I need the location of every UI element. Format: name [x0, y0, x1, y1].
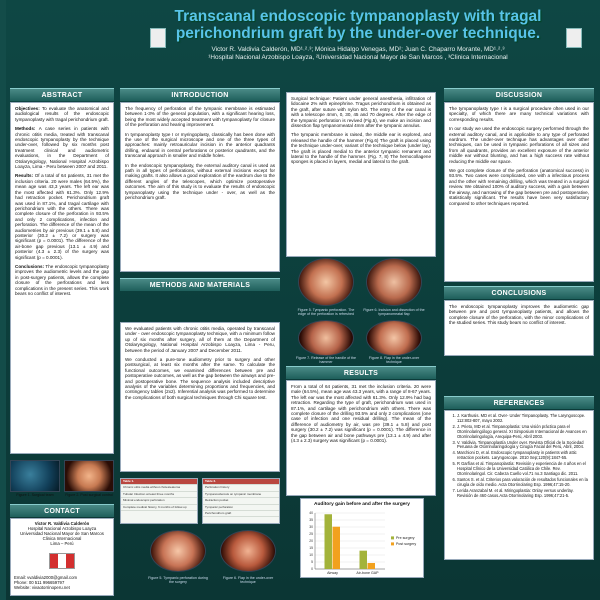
figure-b-caption: Figure 6. Incision and dissection of the tympanomeatal flap — [363, 308, 425, 316]
surgical-team-photo — [10, 460, 60, 492]
poster-authors: Victor R. Valdivia Calderón, MD¹˒²˒³; Mónica Hidalgo Venegas, MD²; Juan C. Chaparro Morante, MD¹˒²˒³ — [211, 46, 505, 53]
references-list — [449, 414, 589, 499]
introduction-box — [120, 102, 280, 272]
figure-5-photo — [298, 258, 354, 306]
chart-legend-swatch — [391, 542, 394, 545]
contact-line-2: Universidad Nacional Mayor de San Marcos — [20, 531, 104, 536]
table-row: Retraction pocket — [203, 498, 279, 504]
figure-d-caption: Figure 8. Flap in the under-over technique — [368, 356, 420, 364]
poster-affiliations: ¹Hospital Nacional Arzobispo Loayza, ²Universidad Nacional Mayor de San Marcos , ³Clinica Internacional — [208, 54, 508, 61]
discussion-paragraph-1: The tympanoplasty type I is a surgical procedure often used in our specialty, of which there are many technical variations with corresponding results. — [449, 106, 589, 122]
chart-x-tick-label: Airway — [327, 571, 338, 575]
abstract-box — [10, 102, 114, 454]
chart-y-tick-label: 5 — [311, 560, 313, 565]
figure-a-caption: Figure 5. Tympanic perforation. The edge of the perforation is refreshed — [297, 308, 355, 316]
abstract-methods: Methods: A case series in patients with chronic otitis media, treated with transcanal endoscopic tympanoplasty by the technique under-over, followed by six months post treatment clinical and audiometric evaluations, in the Department of Otolaryngology, National Hospital Arzobispo Loayza, Lima - Peru between 2007 and 2011. — [15, 126, 109, 170]
chart-y-tick-label: 30 — [309, 525, 313, 530]
methods-box — [120, 322, 280, 472]
post-surgical-control-photo — [64, 460, 114, 492]
conclusions-paragraph-1: The endoscopic tympanoplasty improves the audiometric gap between pre and post tympanoplasty patients, and allows the complete closure of the perforation, with the minor complications of the studied series. This study bears no conflict of interest. — [449, 304, 589, 326]
contact-phone: Phone: 00 511 996659797 — [14, 580, 65, 585]
chart-bar — [325, 514, 333, 569]
auditory-gain-chart — [300, 498, 424, 578]
table-row: Complete medical history, 6 months of follow-up — [121, 505, 197, 511]
contact-website[interactable]: Website: vivaotorrinoperu.net — [14, 585, 70, 590]
chart-y-tick-label: 20 — [309, 539, 313, 544]
contact-line-3: Clinica Internacional — [42, 536, 82, 541]
methods-paragraph-1: We evaluated patients with chronic otitis media, operated by transcanal under - over endoscopic tympanoplasty technique, with a minimum follow up of six months after surgery, all of them at the Department of Otolaryngology, National Hospital Arzobispo Loayza, Lima - Peru, between the period of January 2007 and December 2011. — [125, 326, 275, 353]
table-row: Minimal endoscopic perforation — [121, 498, 197, 504]
discussion-paragraph-3: We got complete closure of the perforation (anatomical success) in 93.5%. Two cases were complicated, one with a infectious process and the other with remaining drilling, which was treated in a surgical review. We obtained 100% of auditory success, with a gain between the airway, and narrowing of the gap between pre and postoperative, statistically significant. The results have been very satisfactory compared to other techniques reported. — [449, 168, 589, 206]
chart-bar — [368, 563, 376, 569]
intro-paragraph-1: The frequency of perforation of the tympanic membrane is estimated between 1-3% of the general population, with a significant hearing loss, being the most widely accepted treatment with tympanoplasty for closure of the perforation and hearing improvement. — [125, 106, 275, 128]
chart-x-tick-label: Air-bone GAP — [356, 571, 379, 575]
chart-y-tick-label: 0 — [311, 567, 313, 572]
figure-2-caption: Figure 2. Post surgical control — [65, 493, 113, 497]
abstract-objectives: Objectives: To evaluate the anatomical and audiological results of the endoscopic tympanoplasty with tragal perichondrium graft. — [15, 106, 109, 122]
table-row: Tympanic perforation — [203, 505, 279, 511]
table-2 — [202, 478, 280, 524]
peru-flag-icon — [49, 553, 75, 569]
contact-line-1: Hospital Nacional Arzobispo Loayza — [27, 526, 97, 531]
table-1-header: Table 1. — [121, 479, 197, 485]
chart-title: Auditory gain before and after the surgery — [314, 502, 410, 507]
surgical-technique-box — [286, 92, 436, 257]
references-box — [444, 410, 594, 560]
reference-item: 7. Lerida Aranzabal M. et al. Miringoplastia: Onlay versus underlay. Revisión de 460 casos.Acta Otorrinolaring Esp. 1996;47:21-5. — [457, 489, 589, 499]
discussion-box — [444, 102, 594, 282]
figure-c-caption: Figure 7. Release of the handle of the hammer — [295, 356, 357, 364]
poster-title: Transcanal endoscopic tympanoplasty with tragal perichondrium graft by the under-over technique. — [174, 8, 542, 42]
chart-legend-label: Post surgery — [396, 542, 417, 546]
introduction-header: INTRODUCTION — [120, 88, 280, 101]
figure-8-photo — [366, 320, 422, 356]
tympanic-perforation-photo — [150, 530, 206, 572]
reference-item: 1. J. Karthusis. MD et al. Over- Under Timpanoplasty. The Laryngoscope. 112:802-807, mayo 2002. — [457, 414, 589, 424]
surgical-paragraph-1: Surgical technique: Patient under general anesthesia, infiltration of lidocaine 2% with epinephrine. Tragus perichondrium is obtained as the graft, after suture with nylon 6/0. The entry of the ear canal is with a telescope 4mm, 0, 30, 45 and 70 degrees. After the edge of the tympanic perforation is revived (Fig.5), we make an incision and dissection flap tympanomeatal 4mm after the tympanic annulus. — [291, 96, 431, 129]
contact-line-4: Lima – Perú — [50, 541, 74, 546]
reference-item: 6. Santos S. et al. Criterios para valoración de resultados funcionales en la cirugía de oído medio. Acta Otorrinolaring Esp. 1996;47:15-20. — [457, 478, 589, 488]
figure-1-caption: Figure 1. Surgical team — [16, 493, 54, 497]
reference-item: 4. Marchioni D, et al. Endoscopic tympanoplasty in patients with attic retraction pockets. Laryngoscope. 2010 Sep;120(9):1847-55. — [457, 451, 589, 461]
chart-y-tick-label: 25 — [309, 532, 313, 537]
discussion-paragraph-2: In our study we used the endoscopic surgery performed through the external auditory canal, and is applicable to any type of perforated eardrum. The under-over technique has advantages over other techniques, can be used in tympanic perforations of all sizes and from all quadrants, provides an excellent exposure of the anterior middle ear without blunting, and has a high success rate without reducing the middle ear space. — [449, 126, 589, 164]
abstract-header: ABSTRACT — [10, 88, 114, 101]
reference-item: 2. J. Prieto, MD et al. Timpanoplastia: Una visión práctica para el Otorrinolaringólogo general. XI Simposium Internacional de Avances en Otorrinolaringología, Arequipa-Perú, Abril 2003. — [457, 425, 589, 440]
results-paragraph-1: From a total of 64 patients, 31 met the inclusion criteria. 20 were male (64.5%), mean age was 43.3 years, with a range of 8-67 years. The left ear was the most affected with 61.3%. Only 12.9% had bag retraction. Regarding the type of graft, perichondrium was used in 87.1%, and cartilage with perichondrium with others. There was complete closure of the drilling 93.5% and only 2 complications (one case of infection and one residual drilling). The mean of the difference of audiometry by air, was pre (39.1 ± 5.8) and post surgery (30.2 ± 7.2) was significant (p = 0.0001). The difference in the gap between air and bone pathways pre (13.1 ± 4.9) and after (4.3 ± 2.3) surgery was significant (p = 0.0001). — [291, 384, 431, 444]
chart-bar — [360, 551, 368, 569]
abstract-conclusions: Conclusions: The endoscopic tympanoplasty improves the audiometric levels and the gap in post-surgery patients, allows the complete closure of the perforations and less complications in the present series. This work bears no conflict of interest. — [15, 263, 109, 296]
chart-y-tick-label: 15 — [309, 546, 313, 551]
chart-y-tick-label: 10 — [309, 553, 313, 558]
table-row: Tympanosclerosis on tympanic membrane — [203, 492, 279, 498]
chart-bar — [333, 527, 341, 569]
intro-paragraph-2: In tympanoplasty type I or myringoplasty, classically has been done with the use of the surgical microscope and one of the three types of approaches: mainly retroauricular incision in the anterior quadrants drilling, endaural in central perforations or posterior quadrants, and the transcanal approach in smaller and middle holes. — [125, 131, 275, 159]
references-header: REFERENCES — [444, 396, 594, 409]
chart-y-tick-label: 40 — [309, 511, 313, 516]
intro-paragraph-3: In the endoscopic tympanoplasty, the external auditory canal is used as path in all types of perforations, without external incisions except for making grafts. It also allows a good exploration of the eardrum due to the different angles of the telescopes, which optimize postoperative outcomes. The aim of this study is to evaluate the results of endoscopic tympanoplasty using the technique under - over, as well as the perichondrium graft. — [125, 162, 275, 201]
methods-paragraph-2: We conducted a pure-tone audiometry prior to surgery and other postsurgical, at least six months after the same. To calculate the functional outcomes, we examined differences between pre and postoperative outcomes, as well as the gap between the airways and pre-and postoperative bone. The sequence analysis included descriptive analysis of the variables determining proportions and frequencies, and contingency tables (2x2). Inferential analysis was performed to determine the complications of both surgical techniques through Chi square test. — [125, 357, 275, 400]
conclusions-box — [444, 300, 594, 356]
contact-box — [10, 518, 114, 596]
table-row: Perforation history — [203, 485, 279, 491]
results-box — [286, 380, 436, 496]
abstract-results: Results: Of a total of 64 patients, 31 met the inclusion criteria. 20 were males (64.5%), the mean age was 43,3 years. The left ear was the most affected with 61.3%. Only 12.9% had retraction pocket. Perichondrium graft was used in 87.1%, and tragal cartilage with perichondrium with the others. There was complete closure of the perforation in 93.5% and only 2 complications, infection and perforation. The difference of the mean of the audiometries by air previous (39.1 ± 5.8) and posterior (30.2 ± 7.2) or surgery was significant (p = 0.0001). The difference of the air-bone gap previous (13.1 ± 4.9) and posterior (4.3 ± 2.3) of the surgery was significant (p = 0.0001). — [15, 173, 109, 260]
table-2-header: Table 2. — [203, 479, 279, 485]
conclusions-header: CONCLUSIONS — [444, 286, 594, 299]
figure-5-caption: Figure 5. Tympanic perforation during the surgery — [148, 576, 208, 584]
table-row: Perichondrium graft — [203, 511, 279, 517]
results-header: RESULTS — [286, 366, 436, 379]
chart-svg — [301, 499, 425, 579]
methods-header: METHODS AND MATERIALS — [120, 278, 280, 291]
left-border — [0, 0, 6, 600]
surgical-paragraph-2: The tympanic membrane is raised, the middle ear is explored, and released the handle of the hammer (Fig.6) The graft is placed using the technique under-over, variant of the technique below (under lay). The graft is placed medial to the anterior tympanic remanent and lateral to the handle of the hammer. (Fig. 7, 8) The hemocollagene sponges is placed in layers, medial and lateral to the graft. — [291, 132, 431, 165]
contact-name: Victor R. Valdivia Calderón — [34, 521, 90, 526]
flap-technique-photo — [220, 530, 276, 572]
reference-item: 3. V. Valdivia. Timpanoplastía Under over. Revista Oficial de la Sociedad Peruana de Otorrinolaringología y Cirugía Facial del Perú, Abril, 2004. — [457, 441, 589, 451]
table-row: Tubular Infection at least three months — [121, 492, 197, 498]
table-row: Chronic otitis media without cholesteatoma — [121, 485, 197, 491]
chart-legend-swatch — [391, 536, 394, 539]
reference-item: 5. R Garfías et al. Timpanoplastía: Revisión y experiencia de 4 años en el Hospital Clínico de la Universidad Católica de Chile. Rev. Otorrinolaringol. Cir. Cabeza Cuello vol.71 no.3 Santiago dic. 2011. — [457, 462, 589, 477]
discussion-header: DISCUSSION — [444, 88, 594, 101]
figure-6-photo — [366, 258, 422, 306]
contact-email[interactable]: Email: vvaldivia2000@gmail.com — [14, 575, 78, 580]
figure-6-caption: Figure 6. Flap in the under-over technique — [222, 576, 274, 584]
chart-y-tick-label: 35 — [309, 518, 313, 523]
contact-info — [11, 521, 113, 546]
poster-header — [120, 8, 596, 76]
chart-legend-label: Pre surgery — [396, 536, 415, 540]
contact-details — [14, 575, 77, 590]
table-1 — [120, 478, 198, 524]
figure-7-photo — [298, 320, 354, 356]
contact-header: CONTACT — [10, 504, 114, 517]
